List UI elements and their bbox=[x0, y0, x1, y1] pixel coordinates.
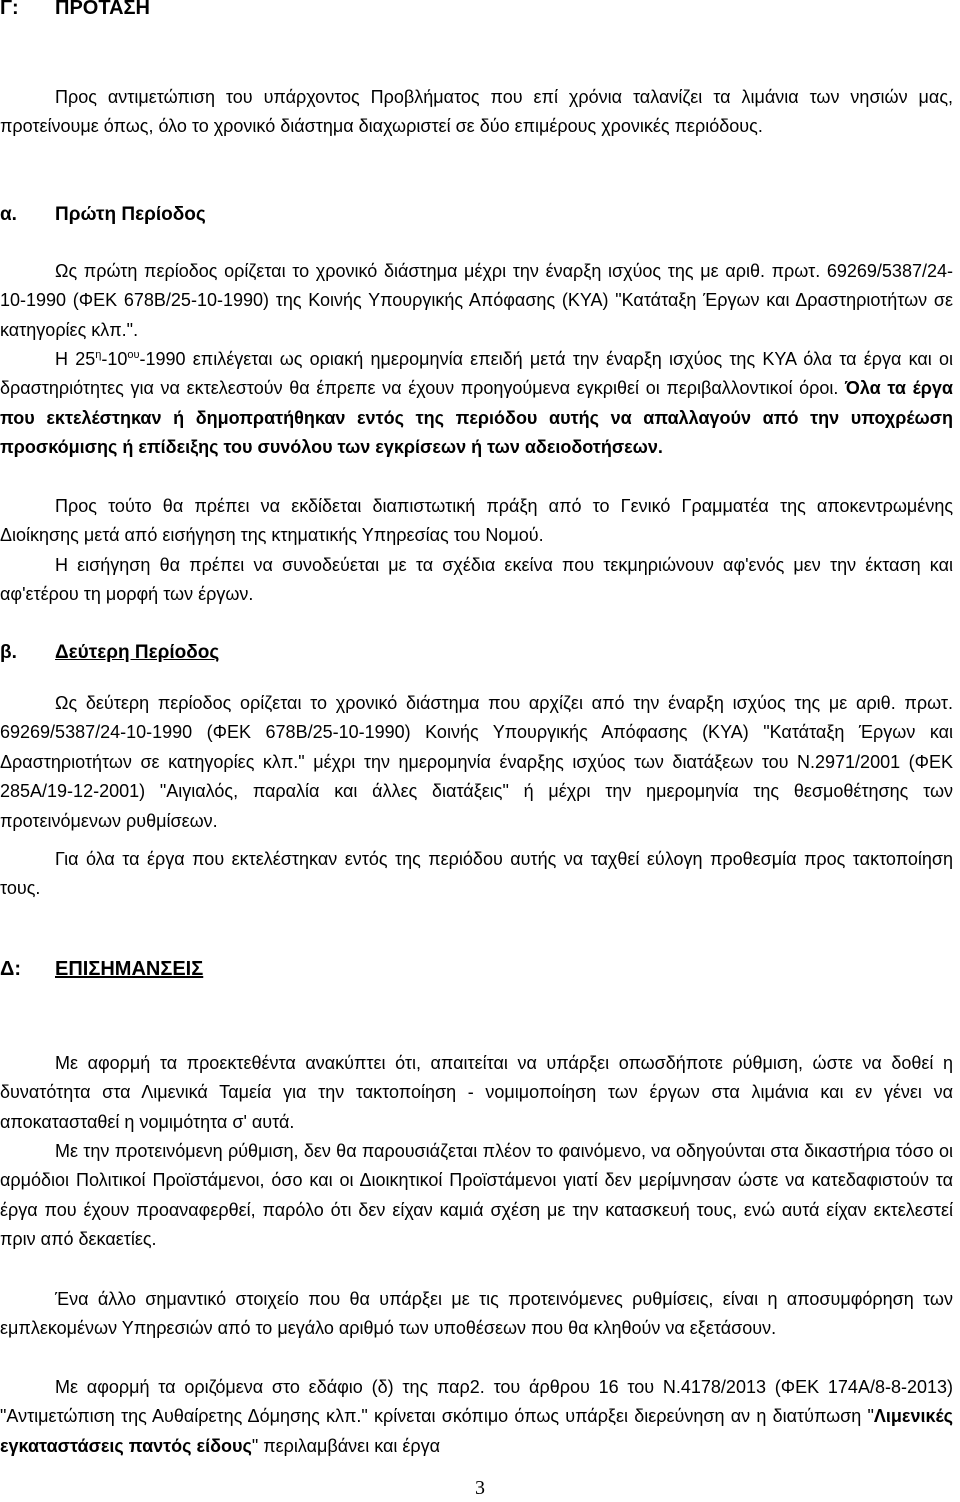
subsection-label: β. bbox=[0, 642, 17, 663]
paragraph-second-period-definition: Ως δεύτερη περίοδος ορίζεται το χρονικό διάστημα που αρχίζει από την έναρξη ισχύος της με αριθ. πρωτ. 69269/5387/24-10-1990 (ΦΕΚ 678Β/25-10-1990) Κοινής Υπουργικής Απόφασης (ΚΥΑ) "Κατάταξη Έργων και Δραστηριοτήτων σε κατηγορίες κλπ." μέχρι την ημερομηνία έναρξης ισχύος των διατάξεων του Ν.2971/2001 (ΦΕΚ 285Α/19-12-2001) "Αιγιαλός, παραλία και άλλες διατάξεις" ή μέχρι την ημερομηνία της θεσμοθέτησης των προτεινόμενων ρυθμίσεων. bbox=[0, 693, 953, 831]
section-heading-remarks bbox=[0, 958, 203, 981]
paragraph-decongestion: Ένα άλλο σημαντικό στοιχείο που θα υπάρξει με τις προτεινόμενες ρυθμίσεις, είναι η αποσυμφόρηση των εμπλεκομένων Υπηρεσιών από το μεγάλο αριθμό των υποθέσεων που θα κληθούν να εξετάσουν. bbox=[0, 1289, 953, 1339]
paragraph-first-period-definition: Ως πρώτη περίοδος ορίζεται το χρονικό διάστημα μέχρι την έναρξη ισχύος της με αριθ. πρωτ. 69269/5387/24-10-1990 (ΦΕΚ 678Β/25-10-1990) της Κοινής Υπουργικής Απόφασης (ΚΥΑ) "Κατάταξη Έργων και Δραστηριοτήτων σε κατηγορίες κλπ.". bbox=[0, 261, 953, 340]
paragraph-declaratory-act: Προς τούτο θα πρέπει να εκδίδεται διαπιστωτική πράξη από το Γενικό Γραμματέα της αποκεντρωμένης Διοίκησης μετά από εισήγηση της κτηματικής Υπηρεσίας του Νομού. bbox=[0, 496, 953, 546]
paragraph-recommendation-plans: Η εισήγηση θα πρέπει να συνοδεύεται με τα σχέδια εκείνα που τεκμηριώνουν αφ'ενός μεν την έκταση και αφ'ετέρου τη μορφή των έργων. bbox=[0, 555, 953, 605]
page-number: 3 bbox=[475, 1477, 485, 1499]
subsection-title: Δεύτερη Περίοδος bbox=[55, 642, 220, 663]
bold-exemption-text: Όλα τα έργα που εκτελέστηκαν ή δημοπρατήθηκαν εντός της περιόδου αυτής να απαλλαγούν από την υποχρέωση προσκόμισης ή επίδειξης του συνόλου των εγκρίσεων ή των αδειοδοτήσεων. bbox=[0, 378, 953, 458]
paragraph-deadline: Για όλα τα έργα που εκτελέστηκαν εντός της περιόδου αυτής να ταχθεί εύλογη προθεσμία προς τακτοποίηση τους. bbox=[0, 849, 953, 899]
paragraph-need-for-regulation: Με αφορμή τα προεκτεθέντα ανακύπτει ότι, απαιτείται να υπάρξει οπωσδήποτε ρύθμιση, ώστε να δοθεί η δυνατότητα στα Λιμενικά Ταμεία για την τακτοποίηση - νομιμοποίηση των έργων στα λιμάνια και εν γένει να αποκατασταθεί η νομιμότητα σ' αυτά. bbox=[0, 1053, 953, 1132]
bold-port-facilities: Λιμενικές εγκαταστάσεις παντός είδους bbox=[0, 1406, 953, 1456]
section-label: Γ: bbox=[0, 0, 19, 19]
section-title: ΕΠΙΣΗΜΑΝΣΕΙΣ bbox=[55, 958, 204, 980]
subsection-heading-second-period bbox=[0, 642, 219, 664]
subsection-label: α. bbox=[0, 204, 17, 225]
paragraph-intro: Προς αντιμετώπιση του υπάρχοντος Προβλήματος που επί χρόνια ταλανίζει τα λιμάνια των νησιών μας, προτείνουμε όπως, όλο το χρονικό διάστημα διαχωριστεί σε δύο επιμέρους χρονικές περιόδους. bbox=[0, 87, 953, 137]
paragraph-law-4178: Με αφορμή τα οριζόμενα στο εδάφιο (δ) της παρ2. του άρθρου 16 του Ν.4178/2013 (ΦΕΚ 174Α/8-8-2013) "Αντιμετώπιση της Αυθαίρετης Δόμησης κλπ." κρίνεται σκόπιμο όπως υπάρξει διερεύνηση αν η διατύπωση "Λιμενικές εγκαταστάσεις παντός είδους" περιλαμβάνει και έργα bbox=[0, 1377, 953, 1456]
section-title: ΠΡΟΤΑΣΗ bbox=[55, 0, 150, 19]
paragraph-courts: Με την προτεινόμενη ρύθμιση, δεν θα παρουσιάζεται πλέον το φαινόμενο, να οδηγούνται στα δικαστήρια τόσο οι αρμόδιοι Πολιτικοί Προϊστάμενοι, όσο και οι Διοικητικοί Προϊστάμενοι γιατί δεν μερίμνησαν ώστε να κατεδαφιστούν τα έργα που έχουν προαναφερθεί, παρόλο ότι δεν είχαν καμιά σχέση με την κατασκευή τους, ενώ αυτά είχαν εκτελεστεί πριν από δεκαετίες. bbox=[0, 1141, 953, 1250]
paragraph-cutoff-date: Η $25^\eta-10^{o\upsilon}-1990$ επιλέγεται ως οριακή ημερομηνία επειδή μετά την έναρξη ισχύος της ΚΥΑ όλα τα έργα και οι δραστηριότητες για να εκτελεστούν θα έπρεπε να έχουν προηγούμενα εγκριθεί οι περιβαλλοντικοί όροι. Όλα τα έργα που εκτελέστηκαν ή δημοπρατήθηκαν εντός της περιόδου αυτής να απαλλαγούν από την υποχρέωση προσκόμισης ή επίδειξης του συνόλου των εγκρίσεων ή των αδειοδοτήσεων. bbox=[0, 349, 953, 458]
subsection-title: Πρώτη Περίοδος bbox=[55, 204, 206, 225]
section-heading-proposal bbox=[0, 0, 150, 20]
subsection-heading-first-period bbox=[0, 204, 206, 226]
section-label: Δ: bbox=[0, 958, 22, 980]
